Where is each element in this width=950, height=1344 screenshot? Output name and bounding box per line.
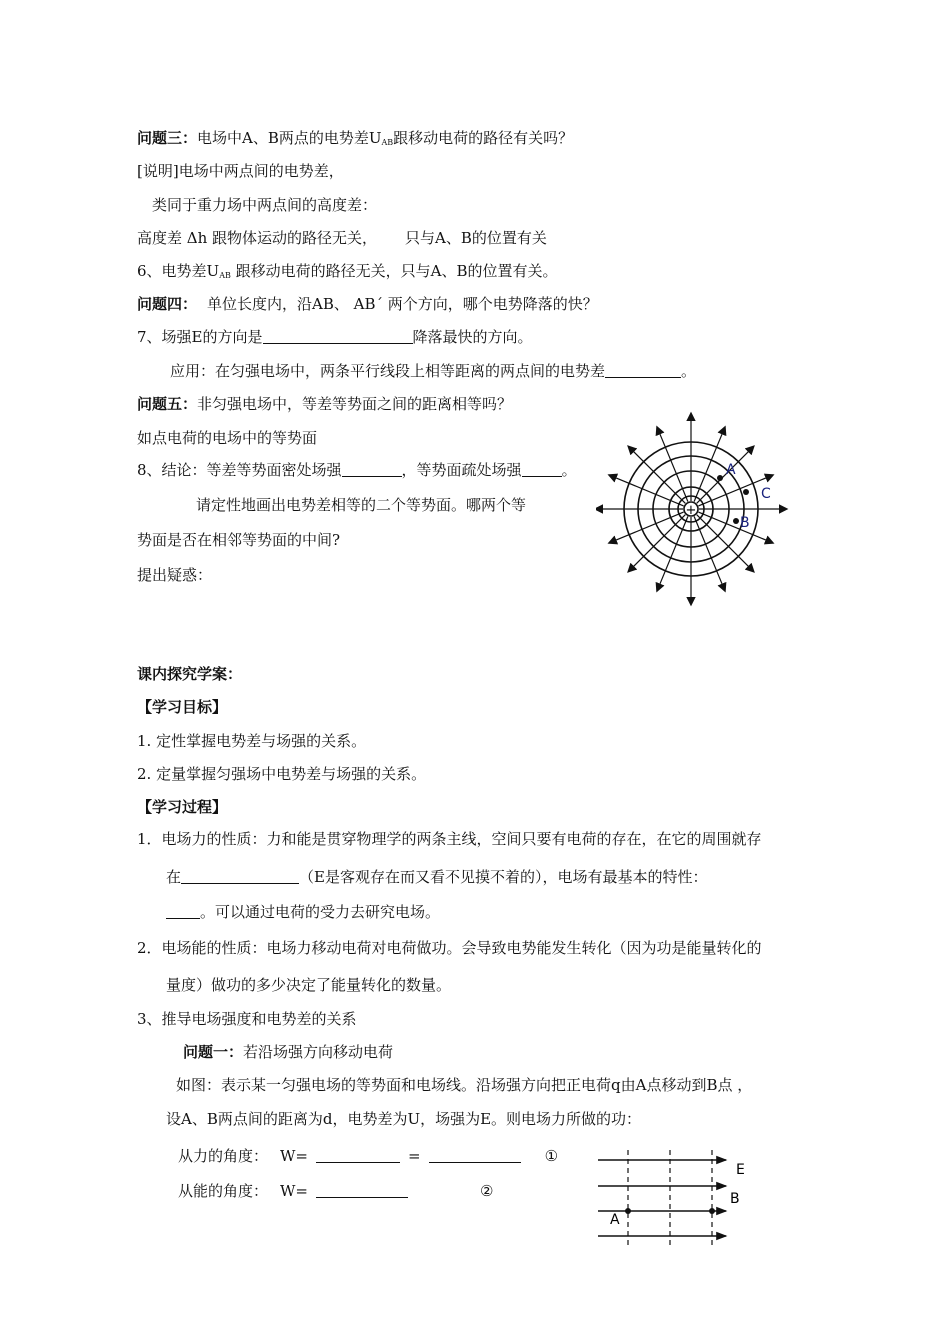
height-a: 高度差 Δh 跟物体运动的路径无关， [137,229,378,247]
label-b: B [730,1191,740,1207]
q3-text: 电场中A、B两点的电势差U [197,129,382,147]
height-b: 只与A、B的位置有关 [405,229,547,247]
point-a-dot [625,1208,631,1214]
question-three [137,128,573,153]
point-a-dot [717,475,723,481]
center-charge-label: + [685,503,697,518]
q3-tail: 跟移动电荷的路径有关吗？ [393,129,574,147]
doubt-line: 提出疑惑： [137,566,213,584]
item8-b: ，等势面疏处场强 [401,461,522,479]
item-seven [137,327,533,347]
q1-label: 问题一： [183,1043,244,1061]
goal-item-2: 2. 定量掌握匀强场中电势差与场强的关系。 [137,765,427,783]
p1-c: 。可以通过电荷的受力去研究电场。 [200,903,441,921]
item7-a: 7、场强E的方向是 [137,328,263,346]
draw-instruction-cont: 势面是否在相邻等势面的中间? [137,531,341,549]
point-charge-figure [596,406,796,616]
item6-b: 跟移动电荷的路径无关，只与A、B的位置有关。 [230,262,558,280]
item-six [137,261,557,286]
process-1-line-c [166,902,440,922]
item6-subscript: AB [219,271,231,280]
process-1-line-a: 1．电场力的性质：力和能是贯穿物理学的两条主线，空间只要有电荷的存在，在它的周围就存 [137,830,762,848]
goal-item-1: 1. 定性掌握电势差与场强的关系。 [137,732,367,750]
q1-text: 若沿场强方向移动电荷 [243,1043,394,1061]
apply-blank[interactable] [605,363,681,378]
q3-label: 问题三： [137,129,198,147]
energy-label: 从能的角度： [178,1182,269,1200]
force-w: W= [280,1147,309,1165]
figure-description-a: 如图：表示某一匀强电场的等势面和电场线。沿场强方向把正电荷q由A点移动到B点 ， [176,1076,753,1094]
process-3: 3、推导电场强度和电势差的关系 [137,1010,357,1028]
point-c-dot [743,489,749,495]
point-b-dot [733,518,739,524]
apply-b: 。 [681,362,697,380]
energy-angle-line [178,1181,493,1201]
analogy-line: 类同于重力场中两点间的高度差： [152,196,378,214]
q5-label: 问题五： [137,395,198,413]
note-line: [说明]电场中两点间的电势差， [137,162,344,180]
label-b: B [740,515,750,531]
process-1-line-b [166,867,707,887]
process-header: 【学习过程】 [137,798,228,816]
q4-label: 问题四： [137,295,198,313]
force-eq: = [408,1147,421,1165]
force-blank-2[interactable] [429,1148,521,1163]
process-2-line-a: 2．电场能的性质：电场力移动电荷对电荷做功。会导致电势能发生转化（因为功是能量转化的 [137,939,762,957]
q3-subscript: AB [381,138,394,147]
property-blank[interactable] [166,904,200,919]
q4-text: 单位长度内，沿AB、 AB´ 两个方向，哪个电势降落的快？ [207,295,598,313]
item8-blank-dense[interactable] [342,462,402,477]
process-2-line-b: 量度）做功的多少决定了能量转化的数量。 [166,976,452,994]
circle-one: ① [544,1147,559,1165]
q5-text: 非匀强电场中，等差等势面之间的距离相等吗？ [197,395,513,413]
p1-b1: 在 [166,868,182,886]
label-a: A [610,1212,620,1228]
figure-description-b: 设A、B两点间的距离为d，电势差为U，场强为E。则电场力所做的功： [166,1110,642,1128]
label-e: E [736,1162,745,1178]
item8-c: 。 [561,461,577,479]
item8-a: 8、结论：等差等势面密处场强 [137,461,342,479]
energy-blank[interactable] [316,1183,408,1198]
uniform-field-figure [594,1148,754,1248]
item7-blank[interactable] [263,329,413,344]
energy-w: W= [280,1182,309,1200]
circle-two: ② [480,1182,494,1200]
label-c: C [761,486,771,502]
section-title: 课内探究学案： [137,665,243,683]
question-one [183,1042,393,1062]
item-eight [137,460,577,480]
question-five [137,394,512,414]
height-line [137,228,547,248]
force-label: 从力的角度： [178,1147,269,1165]
item8-blank-sparse[interactable] [522,462,562,477]
field-blank[interactable] [181,869,299,884]
goal-header: 【学习目标】 [137,698,228,716]
point-charge-line: 如点电荷的电场中的等势面 [137,429,318,447]
question-four [137,294,598,314]
p1-b2: （E是客观存在而又看不见摸不着的），电场有最基本的特性： [299,868,708,886]
draw-instruction: 请定性地画出电势差相等的二个等势面。哪两个等 [196,496,527,514]
apply-a: 应用：在匀强电场中，两条平行线段上相等距离的两点间的电势差 [170,362,606,380]
force-angle-line [178,1146,558,1166]
force-blank-1[interactable] [316,1148,400,1163]
item6-a: 6、电势差U [137,262,220,280]
application-line [170,361,696,381]
item7-b: 降落最快的方向。 [412,328,533,346]
point-b-dot [709,1208,715,1214]
label-a: A [726,462,736,478]
